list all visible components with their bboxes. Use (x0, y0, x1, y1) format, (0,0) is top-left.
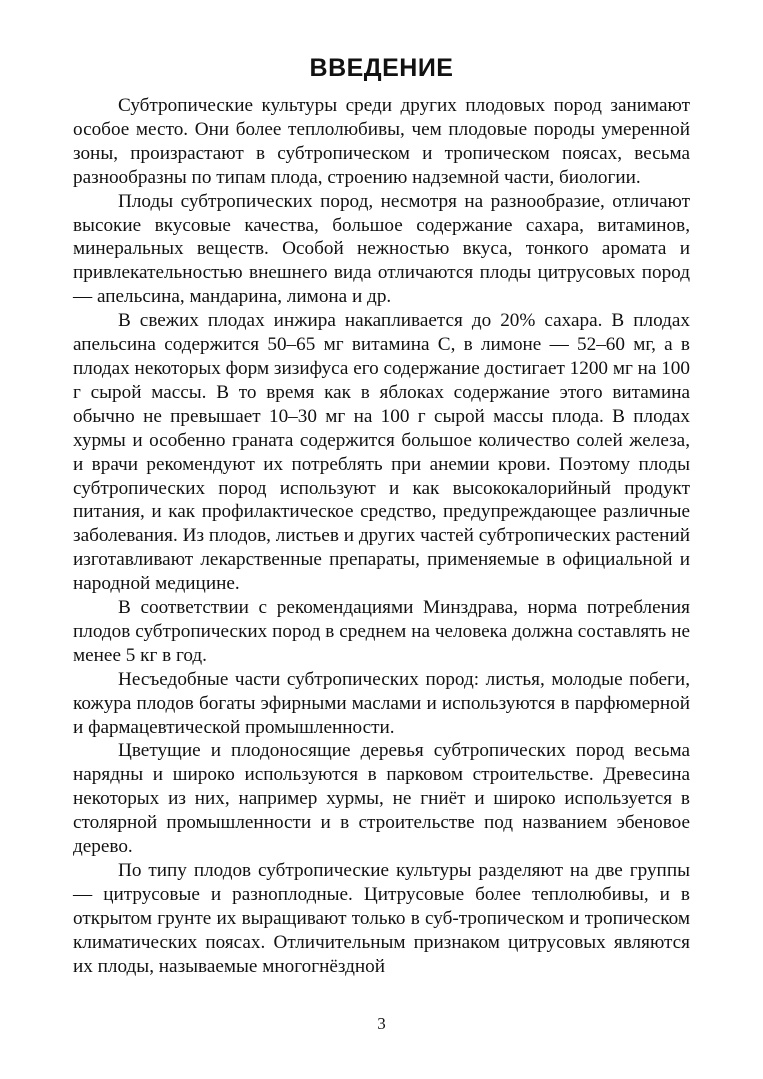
page-number: 3 (377, 1014, 386, 1033)
paragraph-5: Несъедобные части субтропических пород: листья, молодые побеги, кожура плодов богаты эфирными маслами и используются в парфюмерной и фармацевтической промышленности. (73, 668, 690, 738)
paragraph-4: В соответствии с рекомендациями Минздрава, норма потребления плодов субтропических пород в среднем на человека должна составлять не менее 5 кг в год. (73, 597, 690, 666)
document-page (73, 48, 690, 979)
paragraph-1: Субтропические культуры среди других плодовых пород занимают особое место. Они более теплолюбивы, чем плодовые породы умеренной зоны, произрастают в субтропическом и тропическом поясах, весьма разнообразны по типам плода, строению надземной части, биологии. (73, 95, 690, 188)
paragraph-3: В свежих плодах инжира накапливается до 20% сахара. В плодах апельсина содержится 50–65 мг витамина С, в лимоне — 52–60 мг, а в плодах некоторых форм зизифуса его содержание достигает 1200 мг на 100 г сырой массы. В то время как в яблоках содержание этого витамина обычно не превышает 10–30 мг на 100 г сырой массы плода. В плодах хурмы и особенно граната содержится большое количество солей железа, и врачи рекомендуют их потреблять при анемии крови. Поэтому плоды субтропических пород используют и как высококалорийный продукт питания, и как профилактическое средство, предупреждающее различные заболевания. Из плодов, листьев и других частей субтропических растений изготавливают лекарственные препараты, применяемые в официальной и народной медицине. (73, 310, 690, 595)
page-title: ВВЕДЕНИЕ (309, 54, 454, 82)
paragraph-2: Плоды субтропических пород, несмотря на разнообразие, отличают высокие вкусовые качества, большое содержание сахара, витаминов, минеральных веществ. Особой нежностью вкуса, тонкого аромата и привлекательностью внешнего вида отличаются плоды цитрусовых пород — апельсина, мандарина, лимона и др. (73, 190, 690, 308)
paragraph-6: Цветущие и плодоносящие деревья субтропических пород весьма нарядны и широко используются в парковом строительстве. Древесина некоторых из них, например хурмы, не гниёт и широко используется в столярной промышленности и в строительстве под названием эбеновое дерево. (73, 740, 690, 858)
paragraph-7: По типу плодов субтропические культуры разделяют на две группы — цитрусовые и разноплодные. Цитрусовые более теплолюбивы, и в открытом грунте их выращивают только в суб-тропическом и тропическом климатических поясах. Отличительным признаком цитрусовых являются их плоды, называемые многогнёздной (73, 860, 690, 977)
